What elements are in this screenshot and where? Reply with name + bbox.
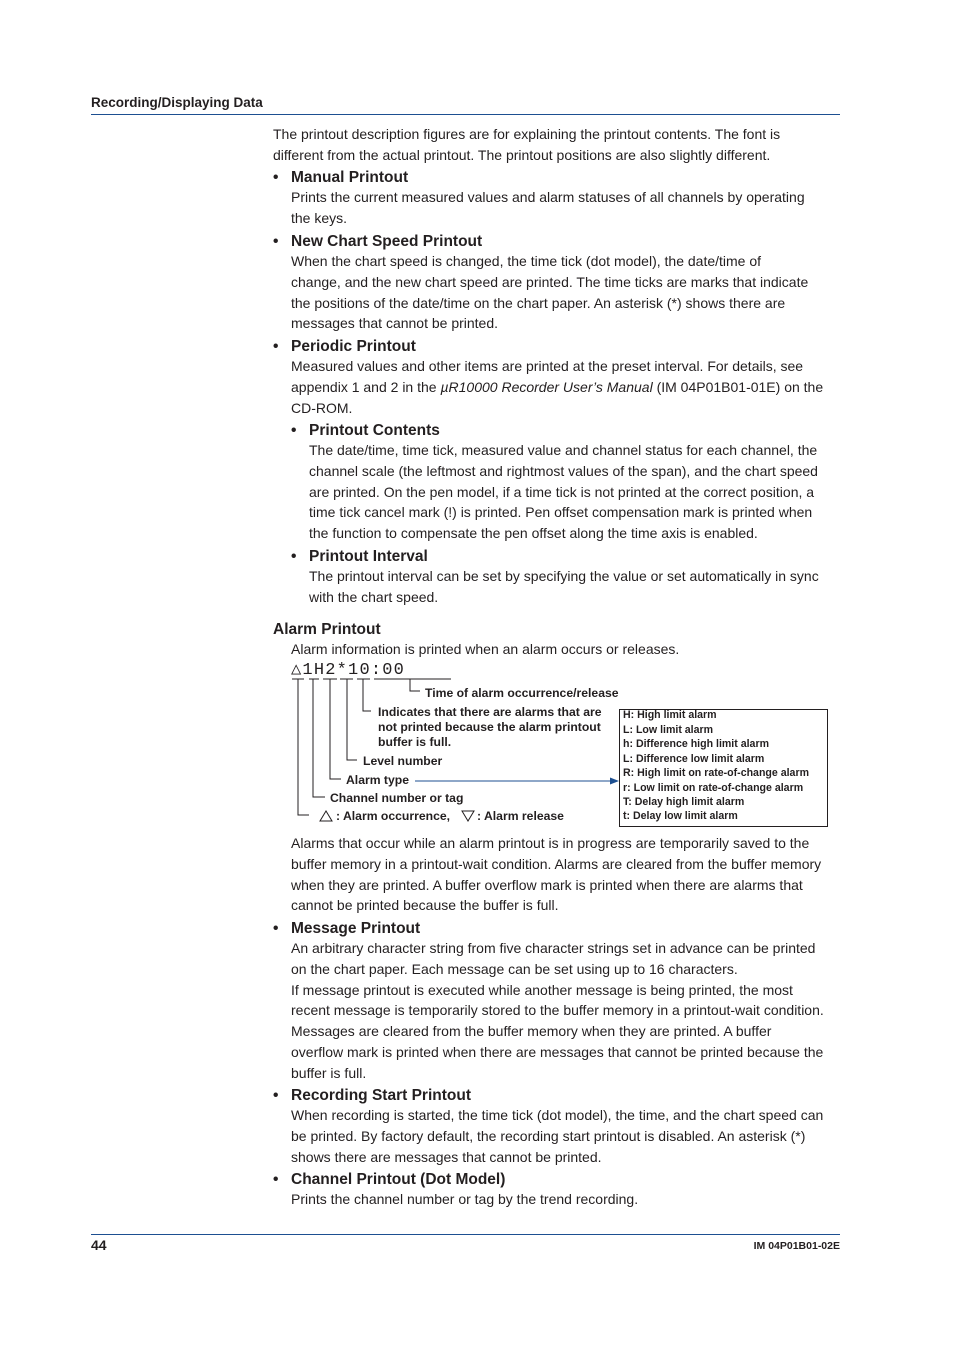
text-line: buffer memory in a printout-wait condition. Alarms are cleared from the buffer memory: [291, 855, 822, 872]
page-number: 44: [91, 1237, 107, 1253]
bullet: •: [273, 169, 279, 186]
text-line: when they are printed. A buffer overflow mark is printed when there are alarms that: [291, 876, 803, 893]
text-line: When recording is started, the time tick (dot model), the time, and the chart speed can: [291, 1107, 824, 1123]
alarm-type-item: r: Low limit on rate-of-change alarm: [623, 782, 804, 794]
alarm-type-item: T: Delay high limit alarm: [623, 796, 745, 808]
bullet: •: [291, 548, 297, 565]
label-line: buffer is full.: [378, 735, 452, 749]
section-header: Recording/Displaying Data: [91, 95, 263, 110]
alarm-type-item: H: High limit alarm: [623, 709, 717, 721]
text-line: shows there are messages that cannot be printed.: [291, 1148, 602, 1165]
text-line: are printed. On the pen model, if a time tick is not printed at the correct position, a: [309, 483, 815, 500]
message-printout-heading: [273, 920, 420, 938]
text-line: The printout interval can be set by specifying the value or set automatically in sync: [309, 568, 819, 584]
heading-text: Printout Contents: [309, 422, 440, 439]
text-line: the function to compensate the pen offset along the time axis is enabled.: [309, 525, 758, 542]
heading-text: Manual Printout: [291, 169, 409, 186]
bullet: •: [273, 1171, 279, 1188]
label-release: : Alarm release: [477, 809, 564, 823]
recording-start-text: [291, 1105, 823, 1167]
heading-text: Channel Printout (Dot Model): [291, 1171, 506, 1188]
alarm-type-item: h: Difference high limit alarm: [623, 738, 769, 750]
text-line: on the chart paper. Each message can be set using up to 16 characters.: [291, 960, 738, 977]
text-line: The date/time, time tick, measured value and channel status for each channel, the: [309, 442, 818, 458]
text-line: change, and the new chart speed are printed. The time ticks are marks that indicate: [291, 273, 809, 290]
text-line: Prints the channel number or tag by the trend recording.: [291, 1191, 639, 1207]
label-line: not printed because the alarm printout: [378, 720, 601, 734]
release-triangle-icon: [462, 811, 474, 821]
label-alarm-type: Alarm type: [346, 773, 409, 787]
heading-text: Message Printout: [291, 920, 421, 937]
label-line: Indicates that there are alarms that are: [378, 705, 602, 719]
alarm-code-sample: △1H2*10:00: [291, 661, 406, 680]
alarm-after-text: [291, 833, 821, 916]
text-segment: (IM 04P01B01-01E) on the: [652, 378, 824, 395]
occurrence-triangle-icon: [320, 811, 332, 821]
intro-line: different from the actual printout. The printout positions are also slightly different.: [273, 146, 771, 163]
text-line: messages that cannot be printed.: [291, 315, 499, 332]
label-level-number: Level number: [363, 754, 443, 768]
bullet: •: [273, 1087, 279, 1104]
text-line: Prints the current measured values and alarm statuses of all channels by operating: [291, 189, 805, 205]
bullet: •: [273, 338, 279, 355]
text-line: If message printout is executed while another message is being printed, the most: [291, 981, 793, 998]
heading-text: Periodic Printout: [291, 338, 416, 355]
intro-line: The printout description figures are for explaining the printout contents. The font is: [273, 126, 781, 142]
alarm-type-item: R: High limit on rate-of-change alarm: [623, 767, 809, 779]
message-printout-text: [291, 938, 824, 1084]
text-line: Measured values and other items are printed at the preset interval. For details, see: [291, 358, 804, 374]
text-line: be printed. By factory default, the recording start printout is disabled. An asterisk (*): [291, 1127, 806, 1144]
channel-printout-text: [291, 1189, 638, 1210]
alarm-printout-heading: Alarm Printout: [273, 621, 381, 638]
label-occurrence: : Alarm occurrence,: [336, 809, 451, 823]
text-line: buffer is full.: [291, 1064, 367, 1081]
text-line: channel scale (the leftmost and rightmost values of the span), and the chart speed: [309, 462, 818, 479]
bullet: •: [291, 422, 297, 439]
heading-text: Recording Start Printout: [291, 1087, 471, 1104]
text-line: Alarms that occur while an alarm printout is in progress are temporarily saved to the: [291, 835, 810, 851]
alarm-type-item: L: Low limit alarm: [623, 724, 714, 736]
alarm-intro: Alarm information is printed when an alarm occurs or releases.: [291, 641, 680, 657]
alarm-type-item: t: Delay low limit alarm: [623, 810, 738, 822]
recording-start-heading: [273, 1087, 471, 1105]
text-line: recent message is temporarily stored to the buffer memory in a printout-wait condition.: [291, 1002, 824, 1019]
text-line: When the chart speed is changed, the time tick (dot model), the date/time of: [291, 253, 762, 269]
text-line: Messages are cleared from the buffer memory when they are printed. A buffer: [291, 1023, 772, 1040]
alarm-type-item: L: Difference low limit alarm: [623, 753, 765, 765]
label-indicates: [378, 705, 602, 750]
channel-printout-heading: [273, 1171, 505, 1189]
text-line: An arbitrary character string from five character strings set in advance can be printed: [291, 940, 816, 956]
text-line: CD-ROM.: [291, 399, 353, 416]
text-line: overflow mark is printed when there are messages that cannot be printed because the: [291, 1043, 824, 1060]
text-line: the keys.: [291, 209, 348, 226]
text-line: time tick cancel mark (!) is printed. Pen offset compensation mark is printed when: [309, 504, 813, 521]
footer-rule: [91, 1234, 840, 1235]
text-segment: appendix 1 and 2 in the: [291, 378, 441, 395]
heading-text: New Chart Speed Printout: [291, 233, 483, 250]
label-time: Time of alarm occurrence/release: [425, 686, 619, 700]
text-line: cannot be printed because the buffer is full.: [291, 897, 559, 914]
heading-text: Printout Interval: [309, 548, 428, 565]
manual-title: µR10000 Recorder User’s Manual: [440, 378, 653, 395]
bullet: •: [273, 233, 279, 250]
label-channel: Channel number or tag: [330, 791, 464, 805]
bullet: •: [273, 920, 279, 937]
document-id: IM 04P01B01-02E: [753, 1240, 840, 1252]
text-line: with the chart speed.: [309, 588, 439, 605]
text-line: the positions of the date/time on the chart paper. An asterisk (*) shows there are: [291, 294, 786, 311]
